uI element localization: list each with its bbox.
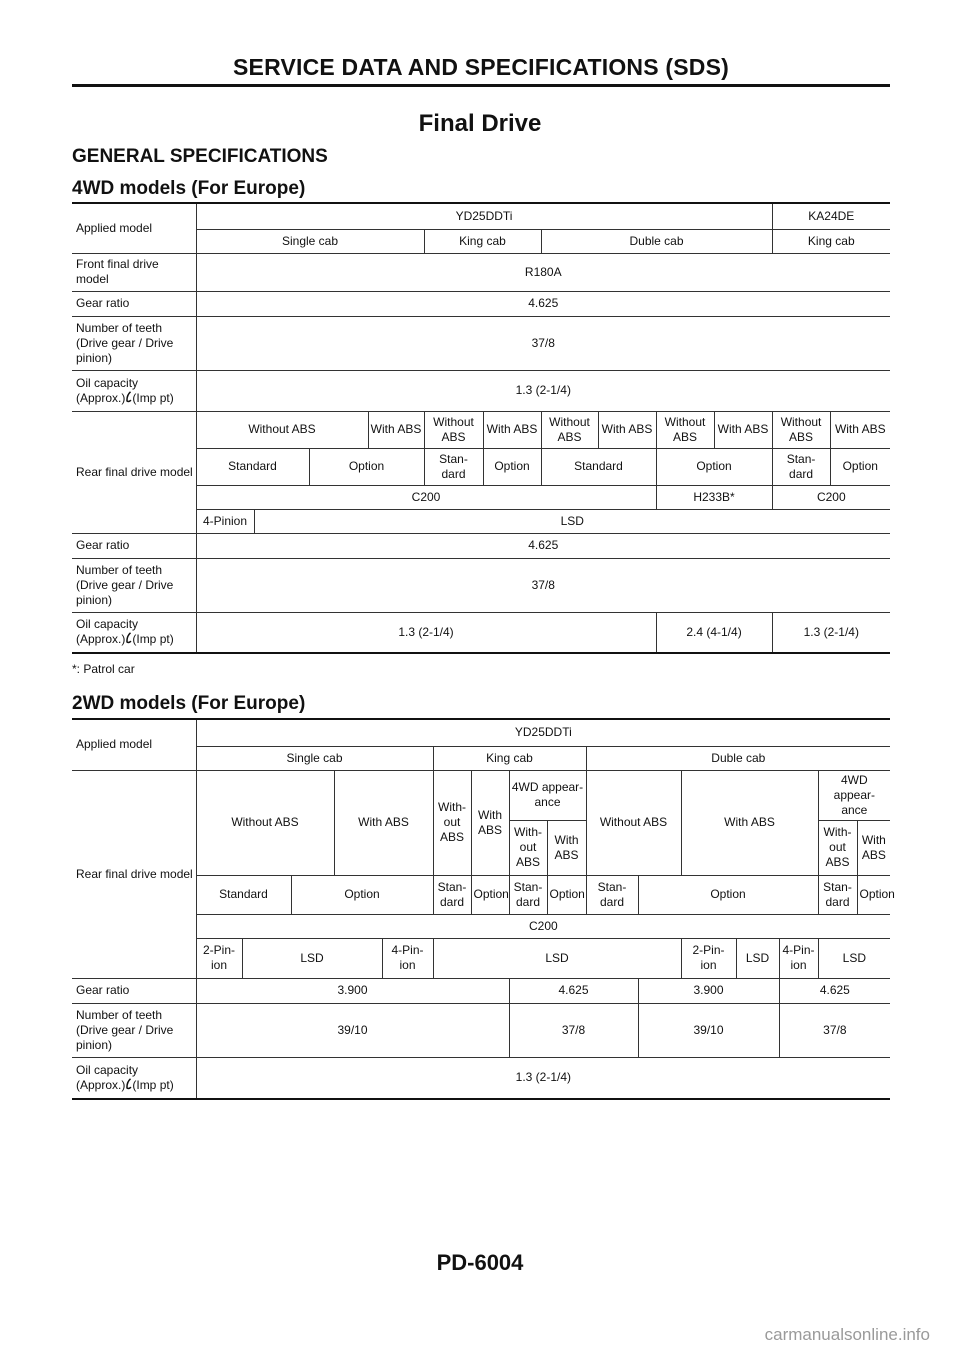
pinion-2-b: 2-Pin- ion <box>681 938 736 978</box>
rear-c200-2wd: C200 <box>196 914 890 938</box>
rear-h233b: H233B* <box>656 485 772 509</box>
opt-option-5: Option <box>857 875 890 914</box>
rear-opt-5: Standard <box>541 448 656 485</box>
rear-lsd: LSD <box>254 509 890 533</box>
rear-abs-5: Without ABS <box>541 411 598 448</box>
rear-abs-8: With ABS <box>714 411 772 448</box>
rear-c200-2: C200 <box>772 485 890 509</box>
footnote: *: Patrol car <box>72 662 135 676</box>
abs-without-2: Without ABS <box>586 770 681 875</box>
lsd-b: LSD <box>433 938 681 978</box>
gear-ratio-rear: 4.625 <box>196 533 890 558</box>
opt-standard-5: Stan- dard <box>818 875 857 914</box>
rear-4-pinion: 4-Pinion <box>196 509 254 533</box>
oil-capacity-text: Oil capacity <box>76 375 139 390</box>
rear-abs-1: Without ABS <box>196 411 368 448</box>
appearance-without-1: With- out ABS <box>509 820 547 875</box>
cab-king-2wd: King cab <box>433 746 586 770</box>
page-title: Final Drive <box>418 110 542 137</box>
front-model-value: R180A <box>196 253 890 291</box>
oil-rear-1: 1.3 (2-1/4) <box>196 612 656 653</box>
appearance-2: 4WD appear- ance <box>818 770 890 820</box>
gear-ratio-front: 4.625 <box>196 291 890 316</box>
opt-standard-1: Standard <box>196 875 291 914</box>
cab-single-2wd: Single cab <box>196 746 433 770</box>
oil-unit-text: (Imp pt) <box>132 632 174 647</box>
table-4wd-heading: 4WD models (For Europe) <box>72 178 306 199</box>
abs-with-2: With ABS <box>681 770 818 875</box>
front-model-label: Front final drive model <box>72 253 196 291</box>
header-rule <box>72 84 890 87</box>
page-number: PD-6004 <box>436 1250 524 1275</box>
gear-ratio-rear-label: Gear ratio <box>72 533 196 558</box>
ratio-2: 4.625 <box>509 978 638 1003</box>
oil-capacity-text: Oil capacity <box>76 1062 139 1077</box>
opt-option-4: Option <box>638 875 818 914</box>
opt-standard-2: Stan- dard <box>433 875 471 914</box>
page-header: SERVICE DATA AND SPECIFICATIONS (SDS) <box>233 54 729 80</box>
opt-option-3: Option <box>547 875 586 914</box>
abs-with-short-1: With ABS <box>471 770 509 875</box>
oil-unit-text: (Imp pt) <box>132 390 174 405</box>
teeth-1: 39/10 <box>196 1003 509 1057</box>
teeth-4: 37/8 <box>779 1003 890 1057</box>
lsd-d: LSD <box>818 938 890 978</box>
rear-opt-6: Option <box>656 448 772 485</box>
rear-opt-2: Option <box>309 448 424 485</box>
opt-option-1: Option <box>291 875 433 914</box>
opt-option-2: Option <box>471 875 509 914</box>
rear-opt-4: Option <box>483 448 541 485</box>
rear-opt-7: Stan- dard <box>772 448 830 485</box>
ratio-3: 3.900 <box>638 978 779 1003</box>
rear-abs-7: Without ABS <box>656 411 714 448</box>
lsd-c: LSD <box>736 938 779 978</box>
cab-king: King cab <box>424 229 541 253</box>
ratio-4: 4.625 <box>779 978 890 1003</box>
abs-without-short-1: With- out ABS <box>433 770 471 875</box>
oil-capacity-text: Oil capacity <box>76 617 139 632</box>
pinion-4-b: 4-Pin- ion <box>779 938 818 978</box>
rear-abs-6: With ABS <box>598 411 656 448</box>
oil-approx-text: (Approx.) <box>76 390 126 405</box>
ratio-1: 3.900 <box>196 978 509 1003</box>
oil-approx-text: (Approx.) <box>76 1077 126 1092</box>
appearance-1: 4WD appear- ance <box>509 770 586 820</box>
rear-opt-1: Standard <box>196 448 309 485</box>
teeth-rear-label: Number of teeth (Drive gear / Drive pinion) <box>72 558 196 612</box>
oil-2wd: 1.3 (2-1/4) <box>196 1057 890 1099</box>
teeth-rear: 37/8 <box>196 558 890 612</box>
cab-duble: Duble cab <box>541 229 772 253</box>
teeth-label-2wd: Number of teeth (Drive gear / Drive pinion) <box>72 1003 196 1057</box>
rear-c200-1: C200 <box>196 485 656 509</box>
rear-abs-2: With ABS <box>368 411 424 448</box>
section-title: GENERAL SPECIFICATIONS <box>72 146 328 167</box>
gear-ratio-label-2wd: Gear ratio <box>72 978 196 1003</box>
rear-model-label: Rear final drive model <box>72 411 196 533</box>
rear-abs-9: Without ABS <box>772 411 830 448</box>
applied-model-label-2wd: Applied model <box>72 719 196 770</box>
abs-without-1: Without ABS <box>196 770 334 875</box>
oil-rear-label <box>72 612 196 653</box>
applied-model-label: Applied model <box>72 203 196 253</box>
rear-opt-8: Option <box>830 448 890 485</box>
rear-model-label-2wd: Rear final drive model <box>72 770 196 978</box>
pinion-4-a: 4-Pin- ion <box>382 938 433 978</box>
table-2wd-heading: 2WD models (For Europe) <box>72 693 306 714</box>
table-4wd <box>72 202 890 654</box>
oil-approx-text: (Approx.) <box>76 632 126 647</box>
model-yd25ddti: YD25DDTi <box>196 203 772 229</box>
teeth-2: 37/8 <box>509 1003 638 1057</box>
oil-rear-3: 1.3 (2-1/4) <box>772 612 890 653</box>
cab-king-ka: King cab <box>772 229 890 253</box>
oil-capacity-label <box>72 370 196 411</box>
cab-duble-2wd: Duble cab <box>586 746 890 770</box>
opt-standard-3: Stan- dard <box>509 875 547 914</box>
rear-opt-3: Stan- dard <box>424 448 483 485</box>
appearance-with-1: With ABS <box>547 820 586 875</box>
lsd-a: LSD <box>242 938 382 978</box>
appearance-with-2: With ABS <box>857 820 890 875</box>
oil-label-2wd <box>72 1057 196 1099</box>
oil-front: 1.3 (2-1/4) <box>196 370 890 411</box>
watermark: carmanualsonline.info <box>764 1325 930 1344</box>
cab-single: Single cab <box>196 229 424 253</box>
abs-with-1: With ABS <box>334 770 433 875</box>
model-yd25ddti-2wd: YD25DDTi <box>196 719 890 746</box>
rear-abs-4: With ABS <box>483 411 541 448</box>
table-2wd <box>72 718 895 1100</box>
oil-rear-2: 2.4 (4-1/4) <box>656 612 772 653</box>
pinion-2-a: 2-Pin- ion <box>196 938 242 978</box>
teeth-front: 37/8 <box>196 316 890 370</box>
appearance-without-2: With- out ABS <box>818 820 857 875</box>
teeth-3: 39/10 <box>638 1003 779 1057</box>
opt-standard-4: Stan- dard <box>586 875 638 914</box>
model-ka24de: KA24DE <box>772 203 890 229</box>
oil-unit-text: (Imp pt) <box>132 1077 174 1092</box>
rear-abs-3: Without ABS <box>424 411 483 448</box>
teeth-label: Number of teeth (Drive gear / Drive pinion) <box>72 316 196 370</box>
gear-ratio-label: Gear ratio <box>72 291 196 316</box>
rear-abs-10: With ABS <box>830 411 890 448</box>
